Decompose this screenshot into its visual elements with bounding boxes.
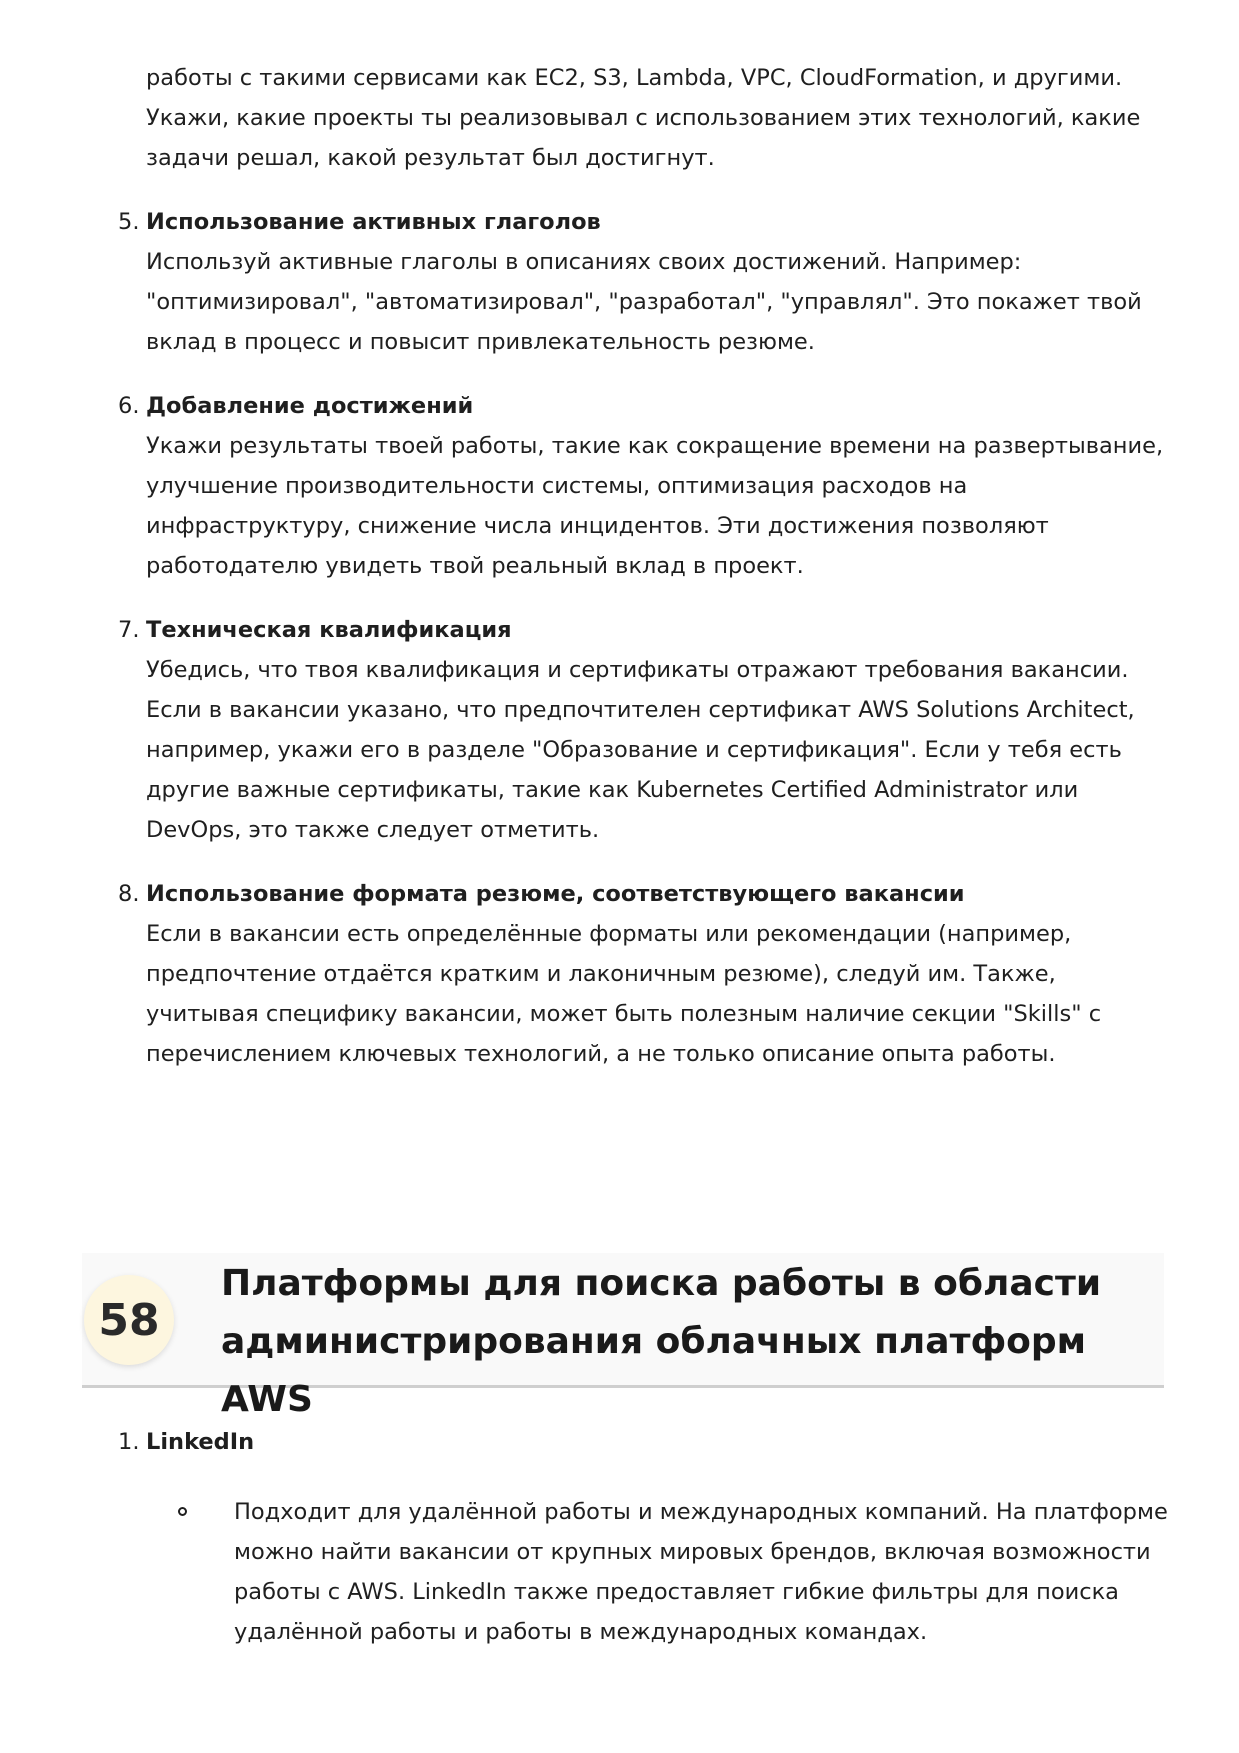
platforms-list xyxy=(118,1422,1168,1652)
platforms-section xyxy=(118,1422,1168,1652)
item-title: Использование активных глаголов xyxy=(146,209,601,235)
item-title: Добавление достижений xyxy=(146,393,474,419)
item-number: 6. xyxy=(118,393,140,419)
item-number: 1. xyxy=(118,1429,140,1455)
list-item xyxy=(118,874,1168,1074)
item-body: Убедись, что твоя квалификация и сертификаты отражают требования вакансии. Если в вакансии указано, что предпочтителен сертификат AWS Solutions Architect, например, укажи его в разделе "Образование и сертификация". Если у тебя есть другие важные сертификаты, такие как Kubernetes Certified Administrator или DevOps, это также следует отметить. xyxy=(146,657,1135,843)
item-body: Используй активные глаголы в описаниях своих достижений. Например: "оптимизировал", "автоматизировал", "разработал", "управлял". Это покажет твой вклад в процесс и повысит привлекательность резюме. xyxy=(146,249,1142,355)
tips-section xyxy=(118,58,1168,1074)
item-number: 7. xyxy=(118,617,140,643)
circle-bullet-icon xyxy=(178,1507,187,1516)
section-number-badge: 58 xyxy=(84,1275,174,1365)
bullet-text: Подходит для удалённой работы и международных компаний. На платформе можно найти вакансии от крупных мировых брендов, включая возможности работы с AWS. LinkedIn также предоставляет гибкие фильтры для поиска удалённой работы и работы в международных командах. xyxy=(234,1499,1168,1645)
section-header xyxy=(82,1253,1164,1420)
item-body: Укажи результаты твоей работы, такие как сокращение времени на развертывание, улучшение производительности системы, оптимизация расходов на инфраструктуру, снижение числа инцидентов. Эти достижения позволяют работодателю увидеть твой реальный вклад в проект. xyxy=(146,433,1164,579)
section-title: Платформы для поиска работы в области администрирования облачных платформ AWS xyxy=(221,1263,1102,1420)
item-number: 5. xyxy=(118,209,140,235)
platform-title: LinkedIn xyxy=(146,1429,255,1455)
list-item xyxy=(118,202,1168,362)
tips-list xyxy=(118,202,1168,1074)
item-number: 8. xyxy=(118,881,140,907)
list-item xyxy=(118,1422,1168,1652)
intro-paragraph: работы с такими сервисами как EC2, S3, Lambda, VPC, CloudFormation, и другими. Укажи, какие проекты ты реализовывал с использованием этих технологий, какие задачи решал, какой результат был достигнут. xyxy=(146,65,1141,171)
list-item xyxy=(118,386,1168,586)
item-title: Использование формата резюме, соответствующего вакансии xyxy=(146,881,965,907)
list-item xyxy=(118,610,1168,850)
bullet-item xyxy=(206,1492,1168,1652)
platform-bullets xyxy=(118,1492,1168,1652)
item-body: Если в вакансии есть определённые форматы или рекомендации (например, предпочтение отдаётся кратким и лаконичным резюме), следуй им. Также, учитывая специфику вакансии, может быть полезным наличие секции "Skills" с перечислением ключевых технологий, а не только описание опыта работы. xyxy=(146,921,1102,1067)
item-title: Техническая квалификация xyxy=(146,617,512,643)
